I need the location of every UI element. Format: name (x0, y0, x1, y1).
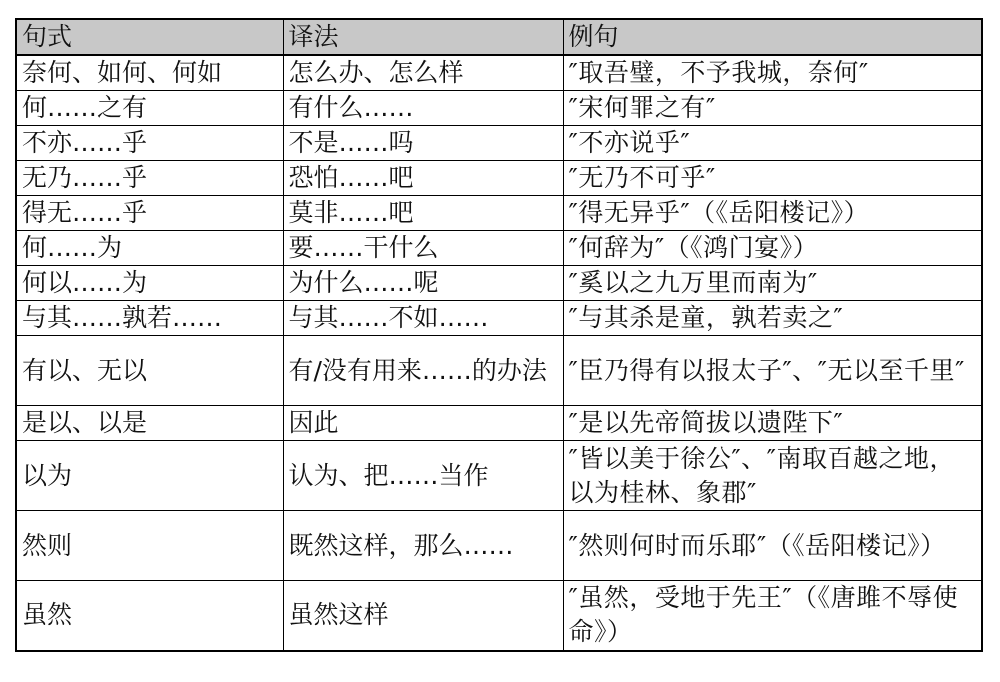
table-row (16, 161, 982, 196)
example-cell: ″不亦说乎″ (563, 126, 982, 161)
table-row (16, 231, 982, 266)
table-row (16, 441, 982, 511)
translation-cell: 为什么……呢 (283, 266, 563, 301)
example-cell: ″皆以美于徐公″、″南取百越之地，以为桂林、象郡″ (563, 441, 982, 511)
translation-cell: 恐怕……吧 (283, 161, 563, 196)
table-row (16, 581, 982, 651)
example-cell: ″虽然，受地于先王″（《唐雎不辱使命》） (563, 581, 982, 651)
pattern-cell: 得无……乎 (16, 196, 283, 231)
example-cell: ″是以先帝简拔以遗陛下″ (563, 406, 982, 441)
table-row (16, 55, 982, 91)
table-body (16, 55, 982, 651)
header-translation: 译法 (283, 19, 563, 55)
table-header (16, 19, 982, 55)
header-example: 例句 (563, 19, 982, 55)
translation-cell: 有/没有用来……的办法 (283, 336, 563, 406)
example-cell: ″臣乃得有以报太子″、″无以至千里″ (563, 336, 982, 406)
table-row (16, 511, 982, 581)
grammar-table (15, 18, 983, 652)
table-row (16, 336, 982, 406)
translation-cell: 认为、把……当作 (283, 441, 563, 511)
translation-cell: 虽然这样 (283, 581, 563, 651)
table-row (16, 266, 982, 301)
translation-cell: 要……干什么 (283, 231, 563, 266)
pattern-cell: 虽然 (16, 581, 283, 651)
translation-cell: 有什么…… (283, 91, 563, 126)
pattern-cell: 有以、无以 (16, 336, 283, 406)
pattern-cell: 然则 (16, 511, 283, 581)
translation-cell: 与其……不如…… (283, 301, 563, 336)
example-cell: ″取吾璧，不予我城，奈何″ (563, 55, 982, 91)
header-pattern: 句式 (16, 19, 283, 55)
translation-cell: 因此 (283, 406, 563, 441)
header-row (16, 19, 982, 55)
pattern-cell: 与其……孰若…… (16, 301, 283, 336)
example-cell: ″然则何时而乐耶″（《岳阳楼记》） (563, 511, 982, 581)
translation-cell: 既然这样，那么…… (283, 511, 563, 581)
pattern-cell: 是以、以是 (16, 406, 283, 441)
table-row (16, 301, 982, 336)
example-cell: ″与其杀是童，孰若卖之″ (563, 301, 982, 336)
pattern-cell: 奈何、如何、何如 (16, 55, 283, 91)
table-row (16, 91, 982, 126)
translation-cell: 怎么办、怎么样 (283, 55, 563, 91)
pattern-cell: 何以……为 (16, 266, 283, 301)
table-row (16, 406, 982, 441)
pattern-cell: 何……之有 (16, 91, 283, 126)
pattern-cell: 不亦……乎 (16, 126, 283, 161)
example-cell: ″得无异乎″（《岳阳楼记》） (563, 196, 982, 231)
pattern-cell: 无乃……乎 (16, 161, 283, 196)
example-cell: ″无乃不可乎″ (563, 161, 982, 196)
example-cell: ″何辞为″（《鸿门宴》） (563, 231, 982, 266)
example-cell: ″奚以之九万里而南为″ (563, 266, 982, 301)
example-cell: ″宋何罪之有″ (563, 91, 982, 126)
pattern-cell: 以为 (16, 441, 283, 511)
translation-cell: 莫非……吧 (283, 196, 563, 231)
table-row (16, 126, 982, 161)
pattern-cell: 何……为 (16, 231, 283, 266)
translation-cell: 不是……吗 (283, 126, 563, 161)
table-row (16, 196, 982, 231)
